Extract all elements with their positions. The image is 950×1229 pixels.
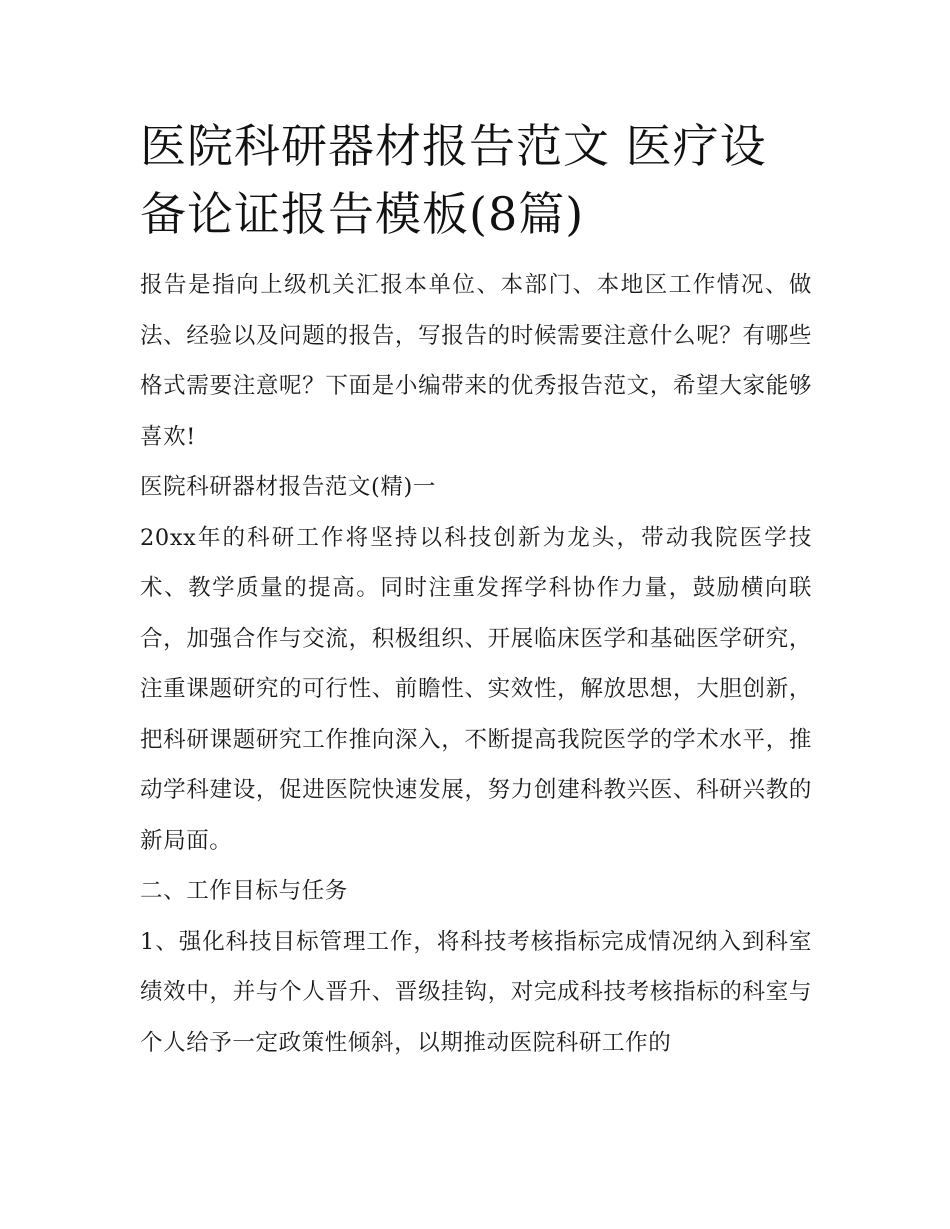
intro-paragraph: 报告是指向上级机关汇报本单位、本部门、本地区工作情况、做法、经验以及问题的报告，写报告的时候需要注意什么呢？有哪些格式需要注意呢？下面是小编带来的优秀报告范文，希望大家能够喜欢! [140, 272, 812, 450]
subheading: 二、工作目标与任务 [140, 878, 348, 904]
body-paragraph-1: 20xx年的科研工作将坚持以科技创新为龙头，带动我院医学技术、教学质量的提高。同时注重发挥学科协作力量，鼓励横向联合，加强合作与交流，积极组织、开展临床医学和基础医学研究，注重课题研究的可行性、前瞻性、实效性，解放思想，大胆创新，把科研课题研究工作推向深入，不断提高我院医学的学术水平，推动学科建设，促进医院快速发展，努力创建科教兴医、科研兴教的新局面。 [140, 524, 812, 854]
document-page [140, 112, 812, 1068]
document-title: 医院科研器材报告范文 医疗设备论证报告模板(8篇) [140, 119, 767, 241]
section-title: 医院科研器材报告范文(精)一 [140, 474, 436, 500]
body-paragraph-2: 1、强化科技目标管理工作，将科技考核指标完成情况纳入到科室绩效中，并与个人晋升、晋级挂钩，对完成科技考核指标的科室与个人给予一定政策性倾斜，以期推动医院科研工作的 [140, 928, 812, 1056]
title-block [140, 112, 812, 248]
